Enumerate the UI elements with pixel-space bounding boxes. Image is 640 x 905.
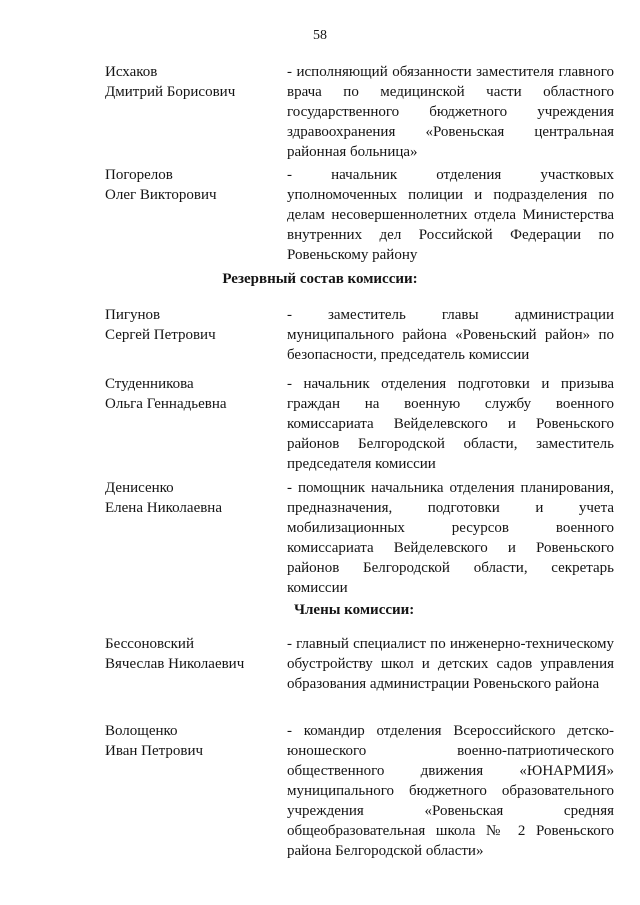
person-name: [105, 634, 280, 674]
surname: Погорелов: [105, 167, 173, 183]
surname: Денисенко: [105, 480, 174, 496]
person-name: [105, 165, 280, 205]
reserve-section-heading: Резервный состав комиссии:: [222, 271, 418, 287]
page-number: 58: [313, 28, 327, 43]
position-description: - помощник начальника отделения планирования, предназначения, подготовки и учета мобилизационных ресурсов военного комиссариата Вейделевского и Ровеньского районов Белгородской области, секретарь комиссии: [287, 480, 614, 596]
surname: Волощенко: [105, 723, 178, 739]
surname: Бессоновский: [105, 636, 194, 652]
given-name: Сергей Петрович: [105, 327, 216, 343]
person-name: [105, 305, 280, 345]
position-description: - главный специалист по инженерно-техническому обустройству школ и детских садов управления образования администрации Ровеньского района: [287, 636, 614, 692]
given-name: Олег Викторович: [105, 187, 217, 203]
person-name: [105, 478, 280, 518]
given-name: Елена Николаевна: [105, 500, 222, 516]
given-name: Ольга Геннадьевна: [105, 396, 227, 412]
person-name: [105, 721, 280, 761]
position-description: - начальник отделения подготовки и призыва граждан на военную службу военного комиссариата Вейделевского и Ровеньского районов Белгородской области, заместитель председателя комиссии: [287, 376, 614, 472]
position-description: - начальник отделения участковых уполномоченных полиции и подразделения по делам несовершеннолетних отдела Министерства внутренних дел Российской Федерации по Ровеньскому району: [287, 167, 614, 263]
surname: Пигунов: [105, 307, 161, 323]
person-name: [105, 62, 280, 102]
position-description: - исполняющий обязанности заместителя главного врача по медицинской части областного государственного бюджетного учреждения здравоохранения «Ровеньская центральная районная больница»: [287, 64, 614, 160]
position-description: - командир отделения Всероссийского детско-юношеского военно-патриотического общественного движения «ЮНАРМИЯ» муниципального бюджетного образовательного учреждения «Ровеньская средняя общеобразовательная школа № 2 Ровеньского района Белгородской области»: [287, 723, 614, 859]
members-section-heading: Члены комиссии:: [294, 602, 415, 618]
position-description: - заместитель главы администрации муниципального района «Ровеньский район» по безопасности, председатель комиссии: [287, 307, 614, 363]
given-name: Иван Петрович: [105, 743, 204, 759]
surname: Исхаков: [105, 64, 158, 80]
given-name: Дмитрий Борисович: [105, 84, 236, 100]
person-name: [105, 374, 280, 414]
surname: Студенникова: [105, 376, 194, 392]
given-name: Вячеслав Николаевич: [105, 656, 245, 672]
